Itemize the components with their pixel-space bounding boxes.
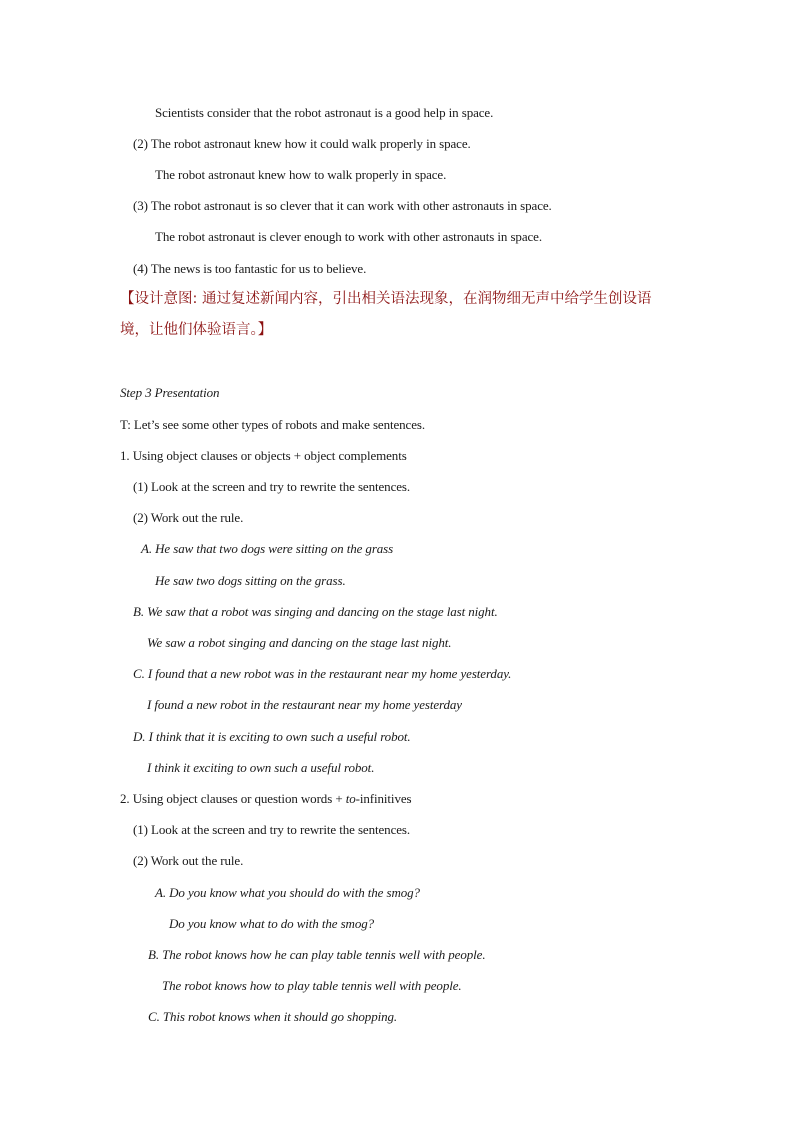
design-intent-note: 【设计意图: 通过复述新闻内容，引出相关语法现象，在润物细无声中给学生创设语境，让他们体验语言。】 bbox=[120, 291, 652, 338]
intro-line: Scientists consider that the robot astronaut is a good help in space. bbox=[155, 105, 494, 120]
example-sentence: He saw two dogs sitting on the grass. bbox=[155, 573, 346, 588]
example-sentence: A. Do you know what you should do with the smog? bbox=[155, 885, 420, 900]
section2-title-italic: to bbox=[345, 791, 356, 806]
example-sentence: D. I think that it is exciting to own such a useful robot. bbox=[133, 729, 411, 744]
intro-line: (4) The news is too fantastic for us to believe. bbox=[133, 261, 367, 276]
section2-title-prefix: 2. Using object clauses or question words + bbox=[120, 791, 346, 806]
example-sentence: C. I found that a new robot was in the restaurant near my home yesterday. bbox=[133, 666, 512, 681]
example-sentence: B. The robot knows how he can play table tennis well with people. bbox=[148, 947, 486, 962]
section1-title: 1. Using object clauses or objects + object complements bbox=[120, 448, 407, 463]
intro-line: The robot astronaut knew how to walk properly in space. bbox=[155, 167, 447, 182]
section2-task2: (2) Work out the rule. bbox=[133, 853, 244, 868]
example-sentence: I think it exciting to own such a useful robot. bbox=[147, 760, 375, 775]
section2-title-suffix: -infinitives bbox=[355, 791, 412, 806]
example-sentence: Do you know what to do with the smog? bbox=[169, 916, 375, 931]
section1-task1: (1) Look at the screen and try to rewrite the sentences. bbox=[133, 479, 411, 494]
example-sentence: The robot knows how to play table tennis well with people. bbox=[162, 978, 462, 993]
example-sentence: B. We saw that a robot was singing and dancing on the stage last night. bbox=[133, 604, 498, 619]
section1-task2: (2) Work out the rule. bbox=[133, 510, 244, 525]
step3-heading: Step 3 Presentation bbox=[120, 385, 220, 400]
example-sentence: C. This robot knows when it should go shopping. bbox=[148, 1009, 398, 1024]
section2-title bbox=[120, 791, 411, 807]
section2-task1: (1) Look at the screen and try to rewrite the sentences. bbox=[133, 822, 411, 837]
example-sentence: We saw a robot singing and dancing on the stage last night. bbox=[147, 635, 452, 650]
intro-line: (2) The robot astronaut knew how it could walk properly in space. bbox=[133, 136, 471, 151]
example-sentence: A. He saw that two dogs were sitting on the grass bbox=[141, 541, 394, 556]
intro-line: The robot astronaut is clever enough to work with other astronauts in space. bbox=[155, 229, 542, 244]
example-sentence: I found a new robot in the restaurant near my home yesterday bbox=[147, 697, 462, 712]
teacher-line: T: Let’s see some other types of robots and make sentences. bbox=[120, 417, 426, 432]
intro-line: (3) The robot astronaut is so clever that it can work with other astronauts in space. bbox=[133, 198, 552, 213]
